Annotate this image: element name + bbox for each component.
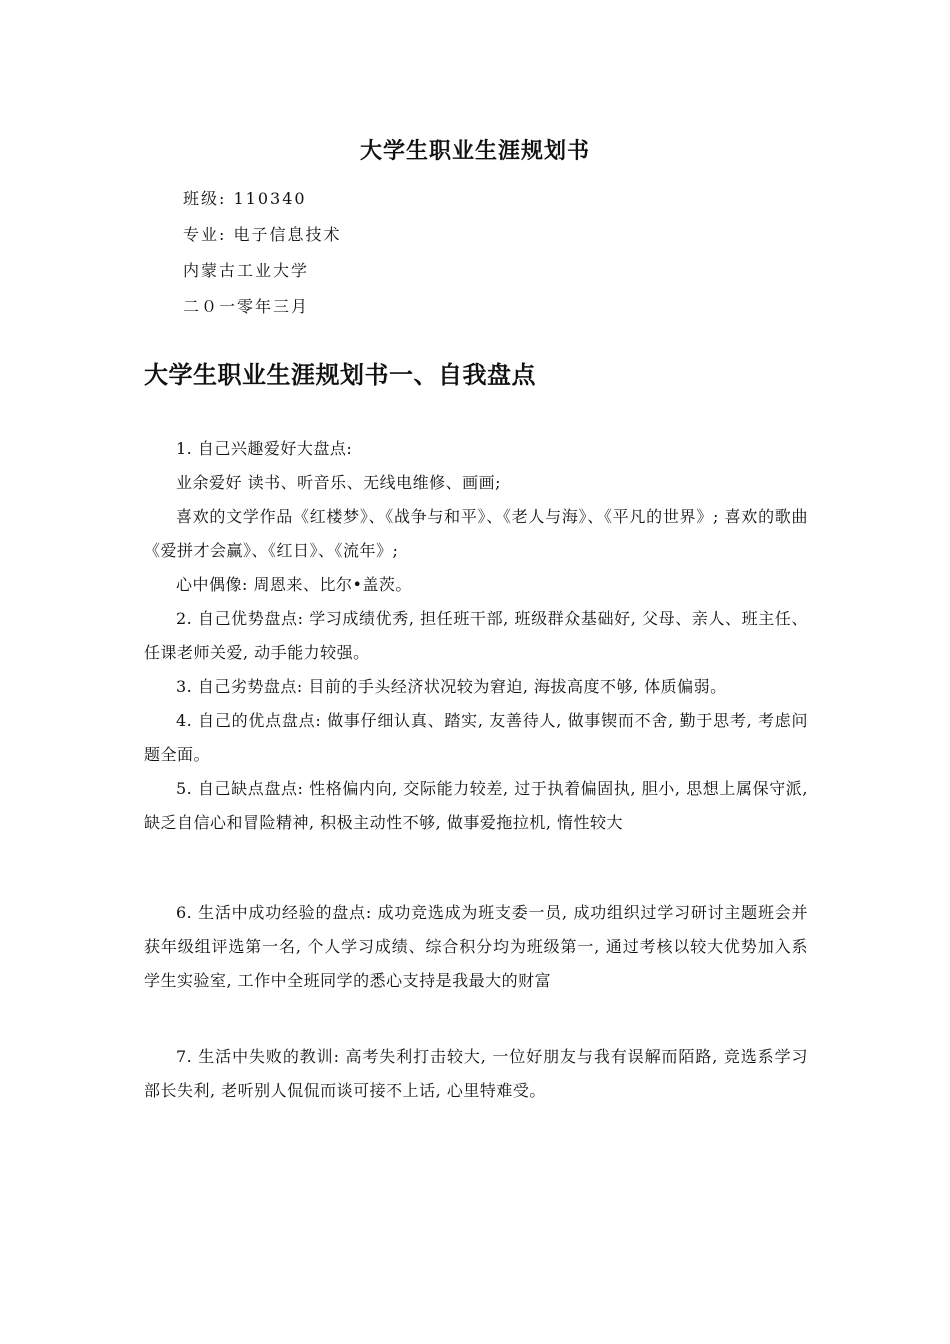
paragraph-idols: 心中偶像: 周恩来、比尔•盖茨。 <box>176 575 412 594</box>
paragraph-interests-title: 1. 自己兴趣爱好大盘点: <box>176 439 353 458</box>
section-heading: 大学生职业生涯规划书一、自我盘点 <box>144 361 536 389</box>
section-body-1 <box>144 432 808 840</box>
paragraph-hobbies: 业余爱好 读书、听音乐、无线电维修、画画; <box>176 473 501 492</box>
paragraph-weaknesses: 3. 自己劣势盘点: 目前的手头经济状况较为窘迫, 海拔高度不够, 体质偏弱。 <box>176 677 727 696</box>
section-body-success <box>144 896 808 998</box>
paragraph-favorite-works: 喜欢的文学作品《红楼梦》、《战争与和平》、《老人与海》、《平凡的世界》; 喜欢的歌曲 《爱拼才会赢》、《红日》、《流年》; <box>144 507 808 560</box>
paragraph-merits: 4. 自己的优点盘点: 做事仔细认真、踏实, 友善待人, 做事锲而不舍, 勤于思考, 考虑问题全面。 <box>144 711 808 764</box>
document-title: 大学生职业生涯规划书 <box>359 139 590 164</box>
section-body-failure <box>144 1040 808 1108</box>
major-line: 专业: 电子信息技术 <box>183 225 342 244</box>
paragraph-failure-lessons: 7. 生活中失败的教训: 高考失利打击较大, 一位好朋友与我有误解而陌路, 竞选系学习部长失利, 老听别人侃侃而谈可接不上话, 心里特难受。 <box>144 1047 808 1100</box>
date-line: 二０一零年三月 <box>183 297 310 316</box>
university-line: 内蒙古工业大学 <box>183 261 310 280</box>
paragraph-strengths: 2. 自己优势盘点: 学习成绩优秀, 担任班干部, 班级群众基础好, 父母、亲人、班主任、任课老师关爱, 动手能力较强。 <box>144 609 808 662</box>
paragraph-shortcomings: 5. 自己缺点盘点: 性格偏内向, 交际能力较差, 过于执着偏固执, 胆小, 思想上属保守派, 缺乏自信心和冒险精神, 积极主动性不够, 做事爱拖拉机, 惰性较大 <box>144 779 808 832</box>
paragraph-success-experience: 6. 生活中成功经验的盘点: 成功竞选成为班支委一员, 成功组织过学习研讨主题班会并获年级组评选第一名, 个人学习成绩、综合积分均为班级第一, 通过考核以较大优势加入系学生实验室, 工作中全班同学的悉心支持是我最大的财富 <box>144 903 808 990</box>
class-line: 班级: 110340 <box>183 189 307 208</box>
